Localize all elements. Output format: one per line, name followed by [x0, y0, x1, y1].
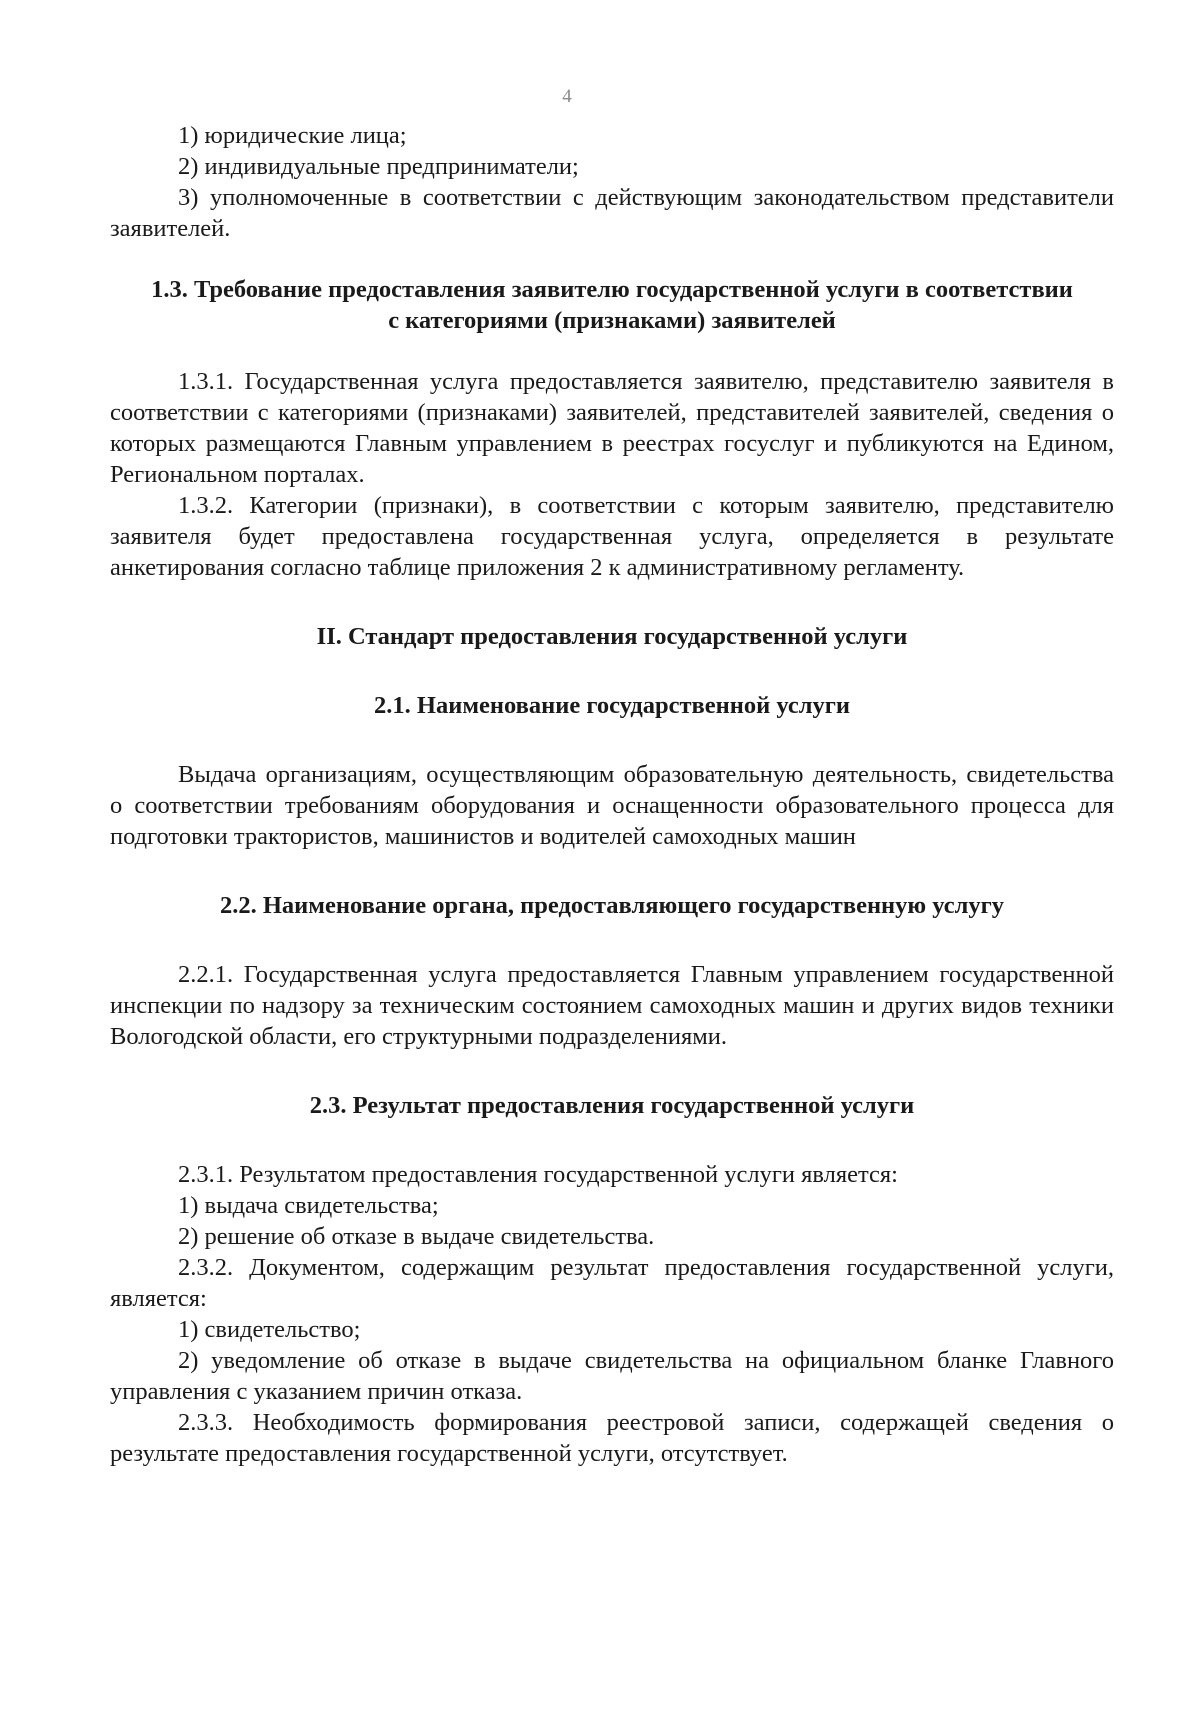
paragraph-2-3-2: 2.3.2. Документом, содержащим результат предоставления государственной услуги, является:	[110, 1254, 1114, 1312]
paragraph-2-2-1: 2.2.1. Государственная услуга предоставляется Главным управлением государственной инспекции по надзору за техническим состоянием самоходных машин и других видов техники Вологодской области, его структурными подразделениями.	[110, 961, 1114, 1050]
paragraph-2-3-3: 2.3.3. Необходимость формирования реестровой записи, содержащей сведения о результате предоставления государственной услуги, отсутствует.	[110, 1409, 1114, 1467]
list-item: 2) решение об отказе в выдаче свидетельства.	[178, 1223, 655, 1250]
list-item: 2) уведомление об отказе в выдаче свидетельства на официальном бланке Главного управления с указанием причин отказа.	[110, 1347, 1114, 1405]
section-heading-2-3: 2.3. Результат предоставления государственной услуги	[309, 1092, 915, 1119]
section-heading-1-3: 1.3. Требование предоставления заявителю государственной услуги в соответствии с категориями (признаками) заявителей	[151, 276, 1073, 334]
applicant-item: 1) юридические лица;	[178, 122, 407, 149]
section-heading-2-2: 2.2. Наименование органа, предоставляющего государственную услугу	[219, 892, 1005, 919]
paragraph-1-3-1: 1.3.1. Государственная услуга предоставляется заявителю, представителю заявителя в соответствии с категориями (признаками) заявителей, представителей заявителей, сведения о которых размещаются Главным управлением в реестрах госуслуг и публикуются на Едином, Региональном порталах.	[110, 368, 1114, 488]
applicant-item: 3) уполномоченные в соответствии с действующим законодательством представители заявителей.	[110, 184, 1114, 242]
list-item: 1) выдача свидетельства;	[178, 1192, 439, 1219]
document-body	[110, 120, 1114, 1469]
paragraph-2-1: Выдача организациям, осуществляющим образовательную деятельность, свидетельства о соответствии требованиям оборудования и оснащенности образовательного процесса для подготовки трактористов, машинистов и водителей самоходных машин	[110, 761, 1114, 850]
chapter-heading-ii: II. Стандарт предоставления государственной услуги	[316, 623, 908, 650]
paragraph-1-3-2: 1.3.2. Категории (признаки), в соответствии с которым заявителю, представителю заявителя будет предоставлена государственная услуга, определяется в результате анкетирования согласно таблице приложения 2 к административному регламенту.	[110, 492, 1114, 581]
list-item: 1) свидетельство;	[178, 1316, 361, 1343]
page-number: 4	[562, 86, 572, 107]
section-heading-2-1: 2.1. Наименование государственной услуги	[374, 692, 850, 719]
paragraph-2-3-1: 2.3.1. Результатом предоставления государственной услуги является:	[178, 1161, 898, 1188]
applicant-item: 2) индивидуальные предприниматели;	[178, 153, 579, 180]
